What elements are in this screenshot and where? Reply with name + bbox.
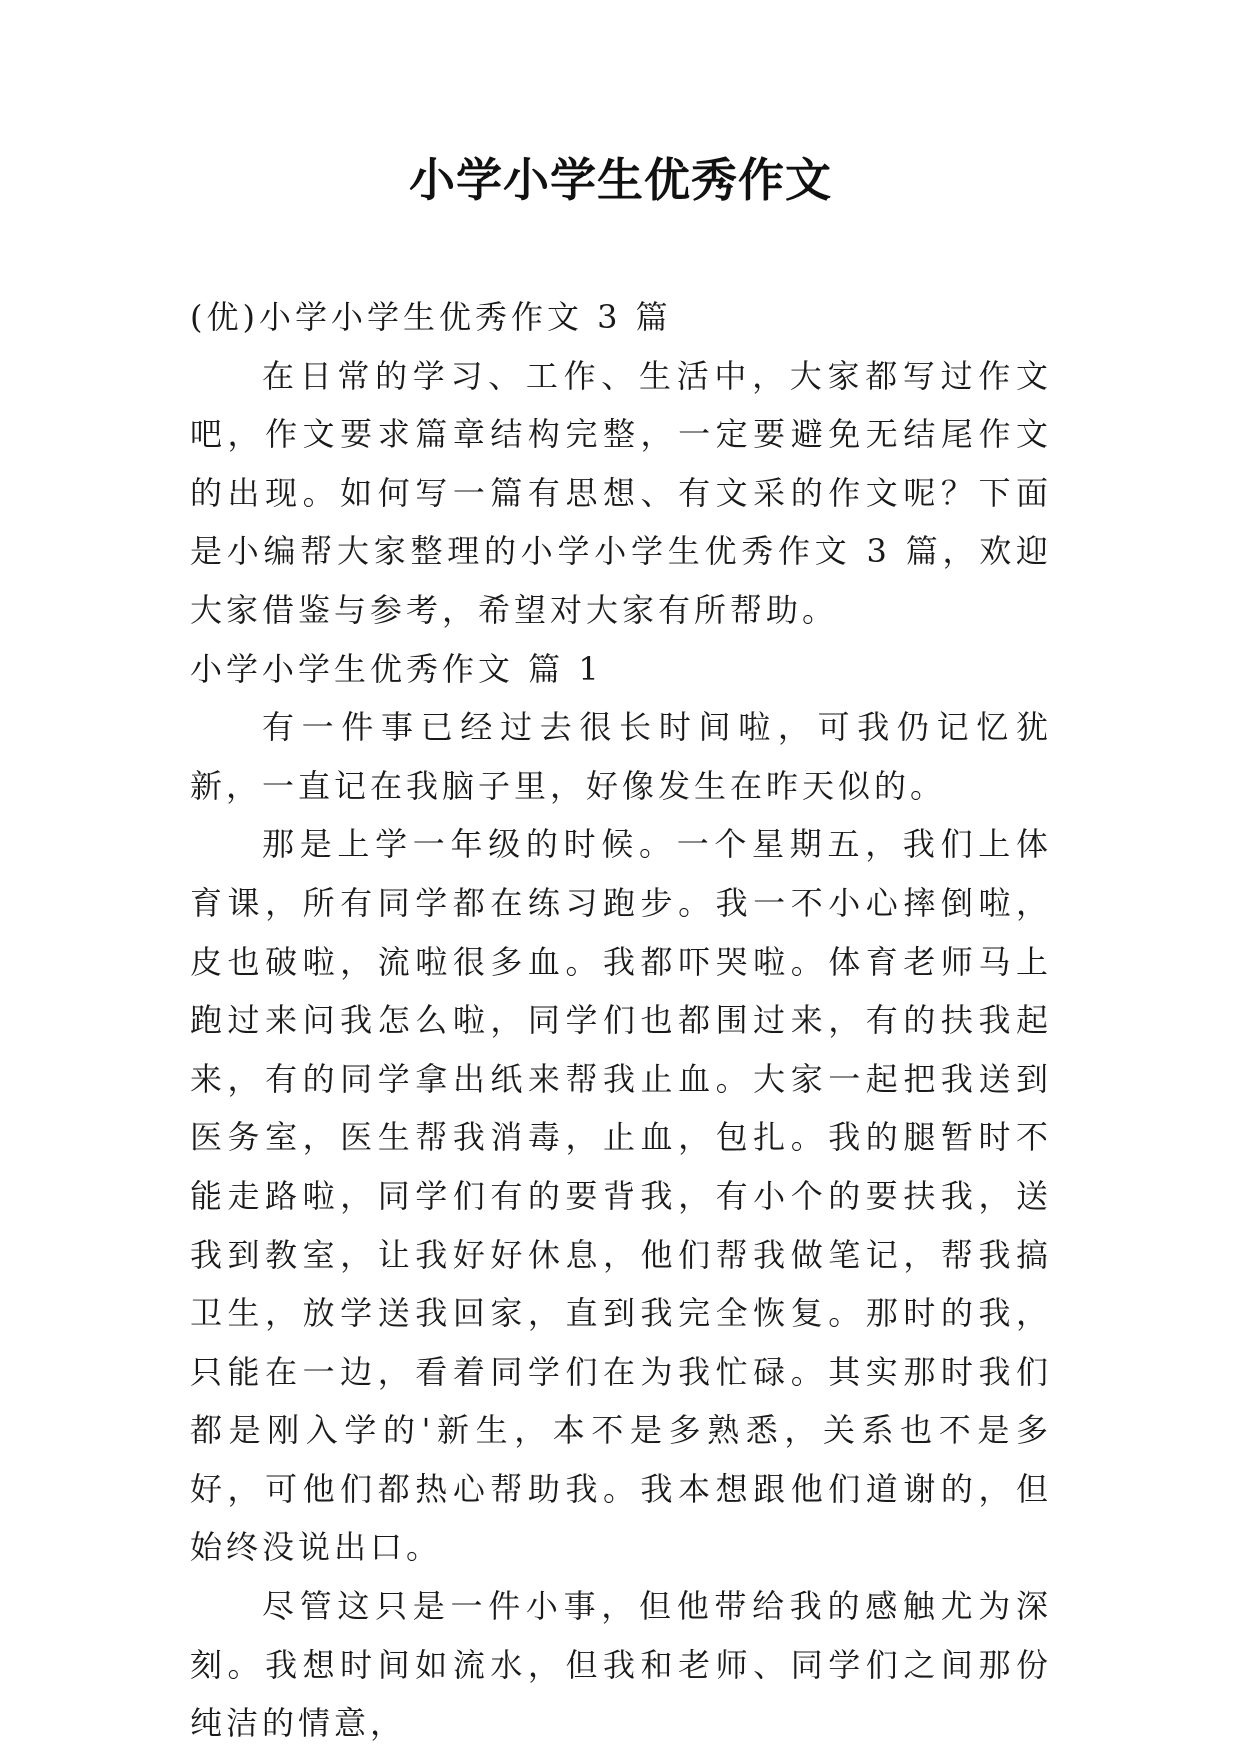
document-subtitle: (优)小学小学生优秀作文 3 篇 (190, 298, 672, 336)
document-title: 小学小学生优秀作文 (409, 153, 832, 207)
body-paragraph: 尽管这只是一件小事，但他带给我的感触尤为深刻。我想时间如流水，但我和老师、同学们之间那份纯洁的情意， (190, 1587, 1052, 1743)
section-heading-1: 小学小学生优秀作文 篇 1 (190, 649, 603, 688)
document-body (190, 288, 1052, 1753)
body-paragraph: 有一件事已经过去很长时间啦，可我仍记忆犹新，一直记在我脑子里，好像发生在昨天似的。 (190, 708, 1052, 805)
body-paragraph: 那是上学一年级的时候。一个星期五，我们上体育课，所有同学都在练习跑步。我一不小心摔倒啦，皮也破啦，流啦很多血。我都吓哭啦。体育老师马上跑过来问我怎么啦，同学们也都围过来，有的扶我起来，有的同学拿出纸来帮我止血。大家一起把我送到医务室，医生帮我消毒，止血，包扎。我的腿暂时不能走路啦，同学们有的要背我，有小个的要扶我，送我到教室，让我好好休息，他们帮我做笔记，帮我搞卫生，放学送我回家，直到我完全恢复。那时的我，只能在一边，看着同学们在为我忙碌。其实那时我们都是刚入学的'新生，本不是多熟悉，关系也不是多好，可他们都热心帮助我。我本想跟他们道谢的，但始终没说出口。 (190, 825, 1052, 1567)
intro-paragraph: 在日常的学习、工作、生活中，大家都写过作文吧，作文要求篇章结构完整，一定要避免无结尾作文的出现。如何写一篇有思想、有文采的作文呢？下面是小编帮大家整理的小学小学生优秀作文 3 篇，欢迎大家借鉴与参考，希望对大家有所帮助。 (190, 356, 1052, 629)
